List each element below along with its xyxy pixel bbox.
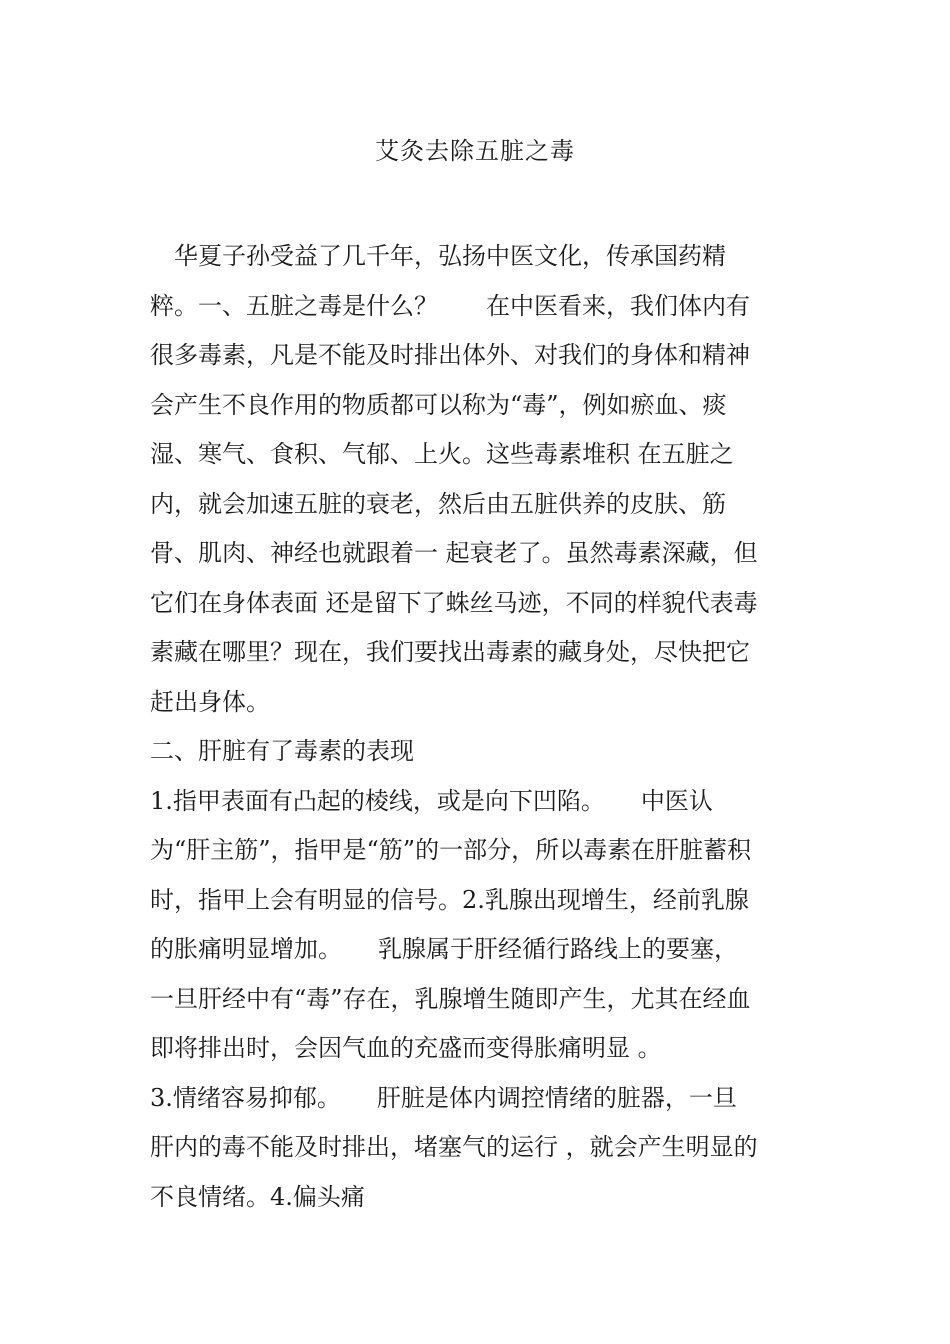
text-line: 粹。一、五脏之毒是什么？ 在中医看来，我们体内有 — [150, 291, 750, 320]
text-line: 的胀痛明显增加。 乳腺属于肝经循行路线上的要塞， — [150, 935, 738, 963]
text-line: 1.指甲表面有凸起的棱线，或是向下凹陷。 中医认 — [150, 786, 713, 815]
text-line: 素藏在哪里？现在，我们要找出毒素的藏身处，尽快把它 — [150, 638, 750, 666]
text-line: 一旦肝经中有“毒”存在，乳腺增生随即产生，尤其在经血 — [150, 984, 751, 1013]
text-line: 即将排出时，会因气血的充盛而变得胀痛明显 。 — [150, 1034, 662, 1062]
text-line: 会产生不良作用的物质都可以称为“毒”，例如瘀血、痰 — [150, 390, 727, 419]
text-line: 很多毒素，凡是不能及时排出体外、对我们的身体和精神 — [150, 341, 750, 369]
text-line: 湿、寒气、食积、气郁、上火。这些毒素堆积 在五脏之 — [150, 440, 734, 468]
document-title: 艾灸去除五脏之毒 — [375, 137, 575, 165]
text-line: 不良情绪。4.偏头痛 — [150, 1182, 365, 1211]
text-line: 华夏子孙受益了几千年，弘扬中医文化，传承国药精 — [174, 242, 726, 270]
document-body — [150, 232, 800, 1222]
text-line: 3.情绪容易抑郁。 肝脏是体内调控情绪的脏器，一旦 — [150, 1083, 737, 1112]
text-line: 它们在身体表面 还是留下了蛛丝马迹，不同的样貌代表毒 — [150, 588, 758, 617]
text-line: 骨、肌肉、神经也就跟着一 起衰老了。虽然毒素深藏，但 — [150, 539, 758, 567]
section-heading: 二、肝脏有了毒素的表现 — [150, 737, 414, 765]
text-line: 肝内的毒不能及时排出，堵塞气的运行 ，就会产生明显的 — [150, 1133, 758, 1161]
text-line: 赶出身体。 — [150, 687, 270, 716]
text-line: 内，就会加速五脏的衰老，然后由五脏供养的皮肤、筋 — [150, 489, 726, 518]
text-line: 时，指甲上会有明显的信号。2.乳腺出现增生，经前乳腺 — [150, 885, 749, 914]
text-line: 为“肝主筋”，指甲是“筋”的一部分，所以毒素在肝脏蓄积 — [150, 836, 752, 864]
